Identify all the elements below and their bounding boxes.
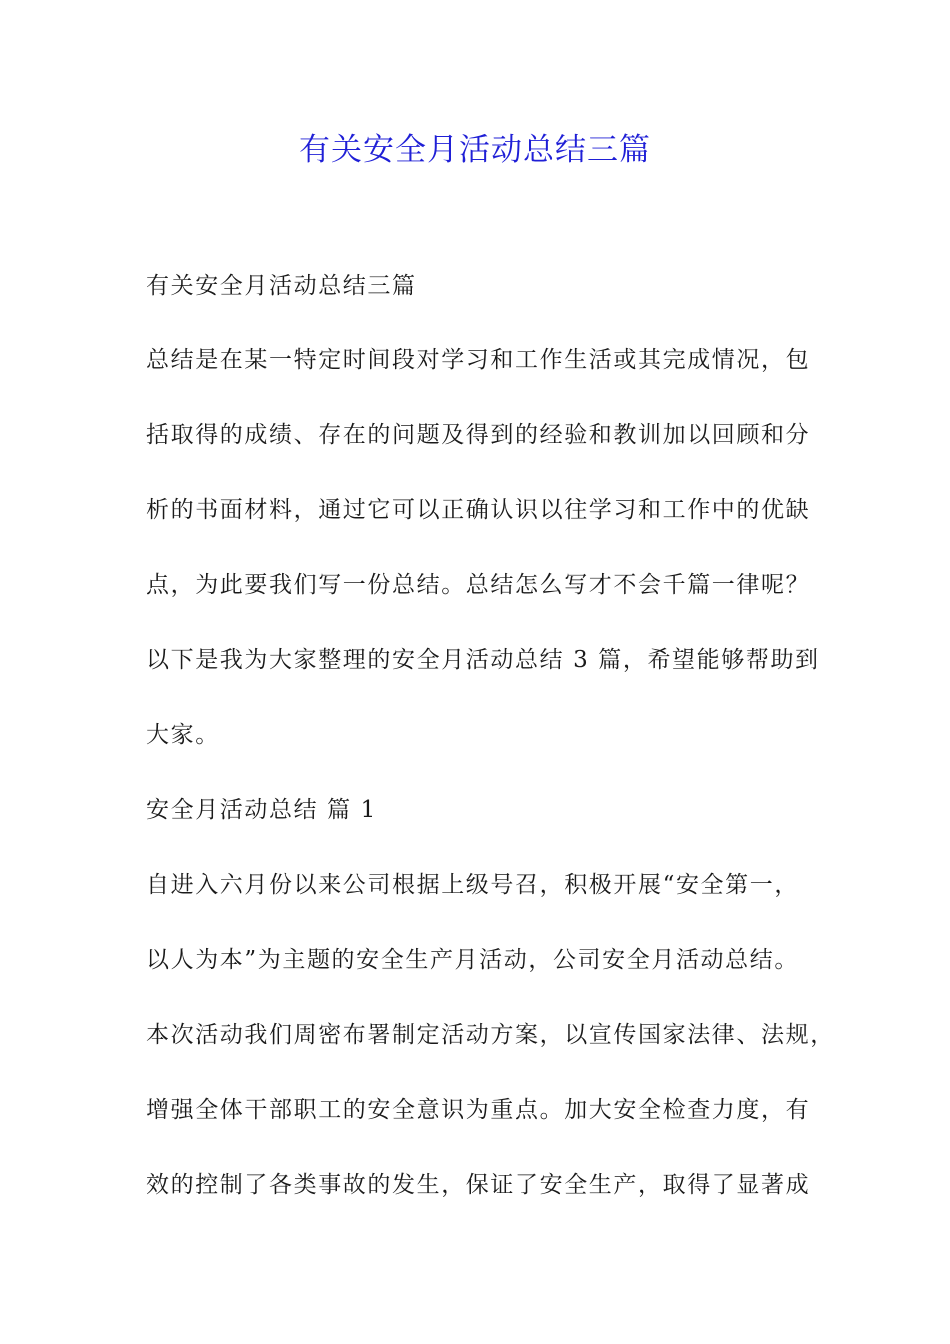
text-line: 点，为此要我们写一份总结。总结怎么写才不会千篇一律呢？ bbox=[146, 572, 811, 598]
text-line: 总结是在某一特定时间段对学习和工作生活或其完成情况，包 bbox=[146, 347, 811, 373]
text-line-subtitle: 有关安全月活动总结三篇 bbox=[146, 273, 417, 299]
text-line: 本次活动我们周密布署制定活动方案，以宣传国家法律、法规， bbox=[146, 1022, 835, 1048]
text-line: 效的控制了各类事故的发生，保证了安全生产，取得了显著成 bbox=[146, 1172, 811, 1198]
document-title: 有关安全月活动总结三篇 bbox=[299, 132, 651, 168]
text-line: 自进入六月份以来公司根据上级号召，积极开展“安全第一， bbox=[146, 872, 799, 898]
text-line: 以下是我为大家整理的安全月活动总结 3 篇，希望能够帮助到 bbox=[146, 647, 820, 673]
text-line: 大家。 bbox=[146, 722, 220, 748]
text-line: 以人为本”为主题的安全生产月活动，公司安全月活动总结。 bbox=[146, 947, 799, 973]
text-line: 括取得的成绩、存在的问题及得到的经验和教训加以回顾和分 bbox=[146, 422, 811, 448]
text-line: 析的书面材料，通过它可以正确认识以往学习和工作中的优缺 bbox=[146, 497, 811, 523]
text-line: 增强全体干部职工的安全意识为重点。加大安全检查力度，有 bbox=[146, 1097, 811, 1123]
section-heading: 安全月活动总结 篇 1 bbox=[146, 797, 377, 823]
